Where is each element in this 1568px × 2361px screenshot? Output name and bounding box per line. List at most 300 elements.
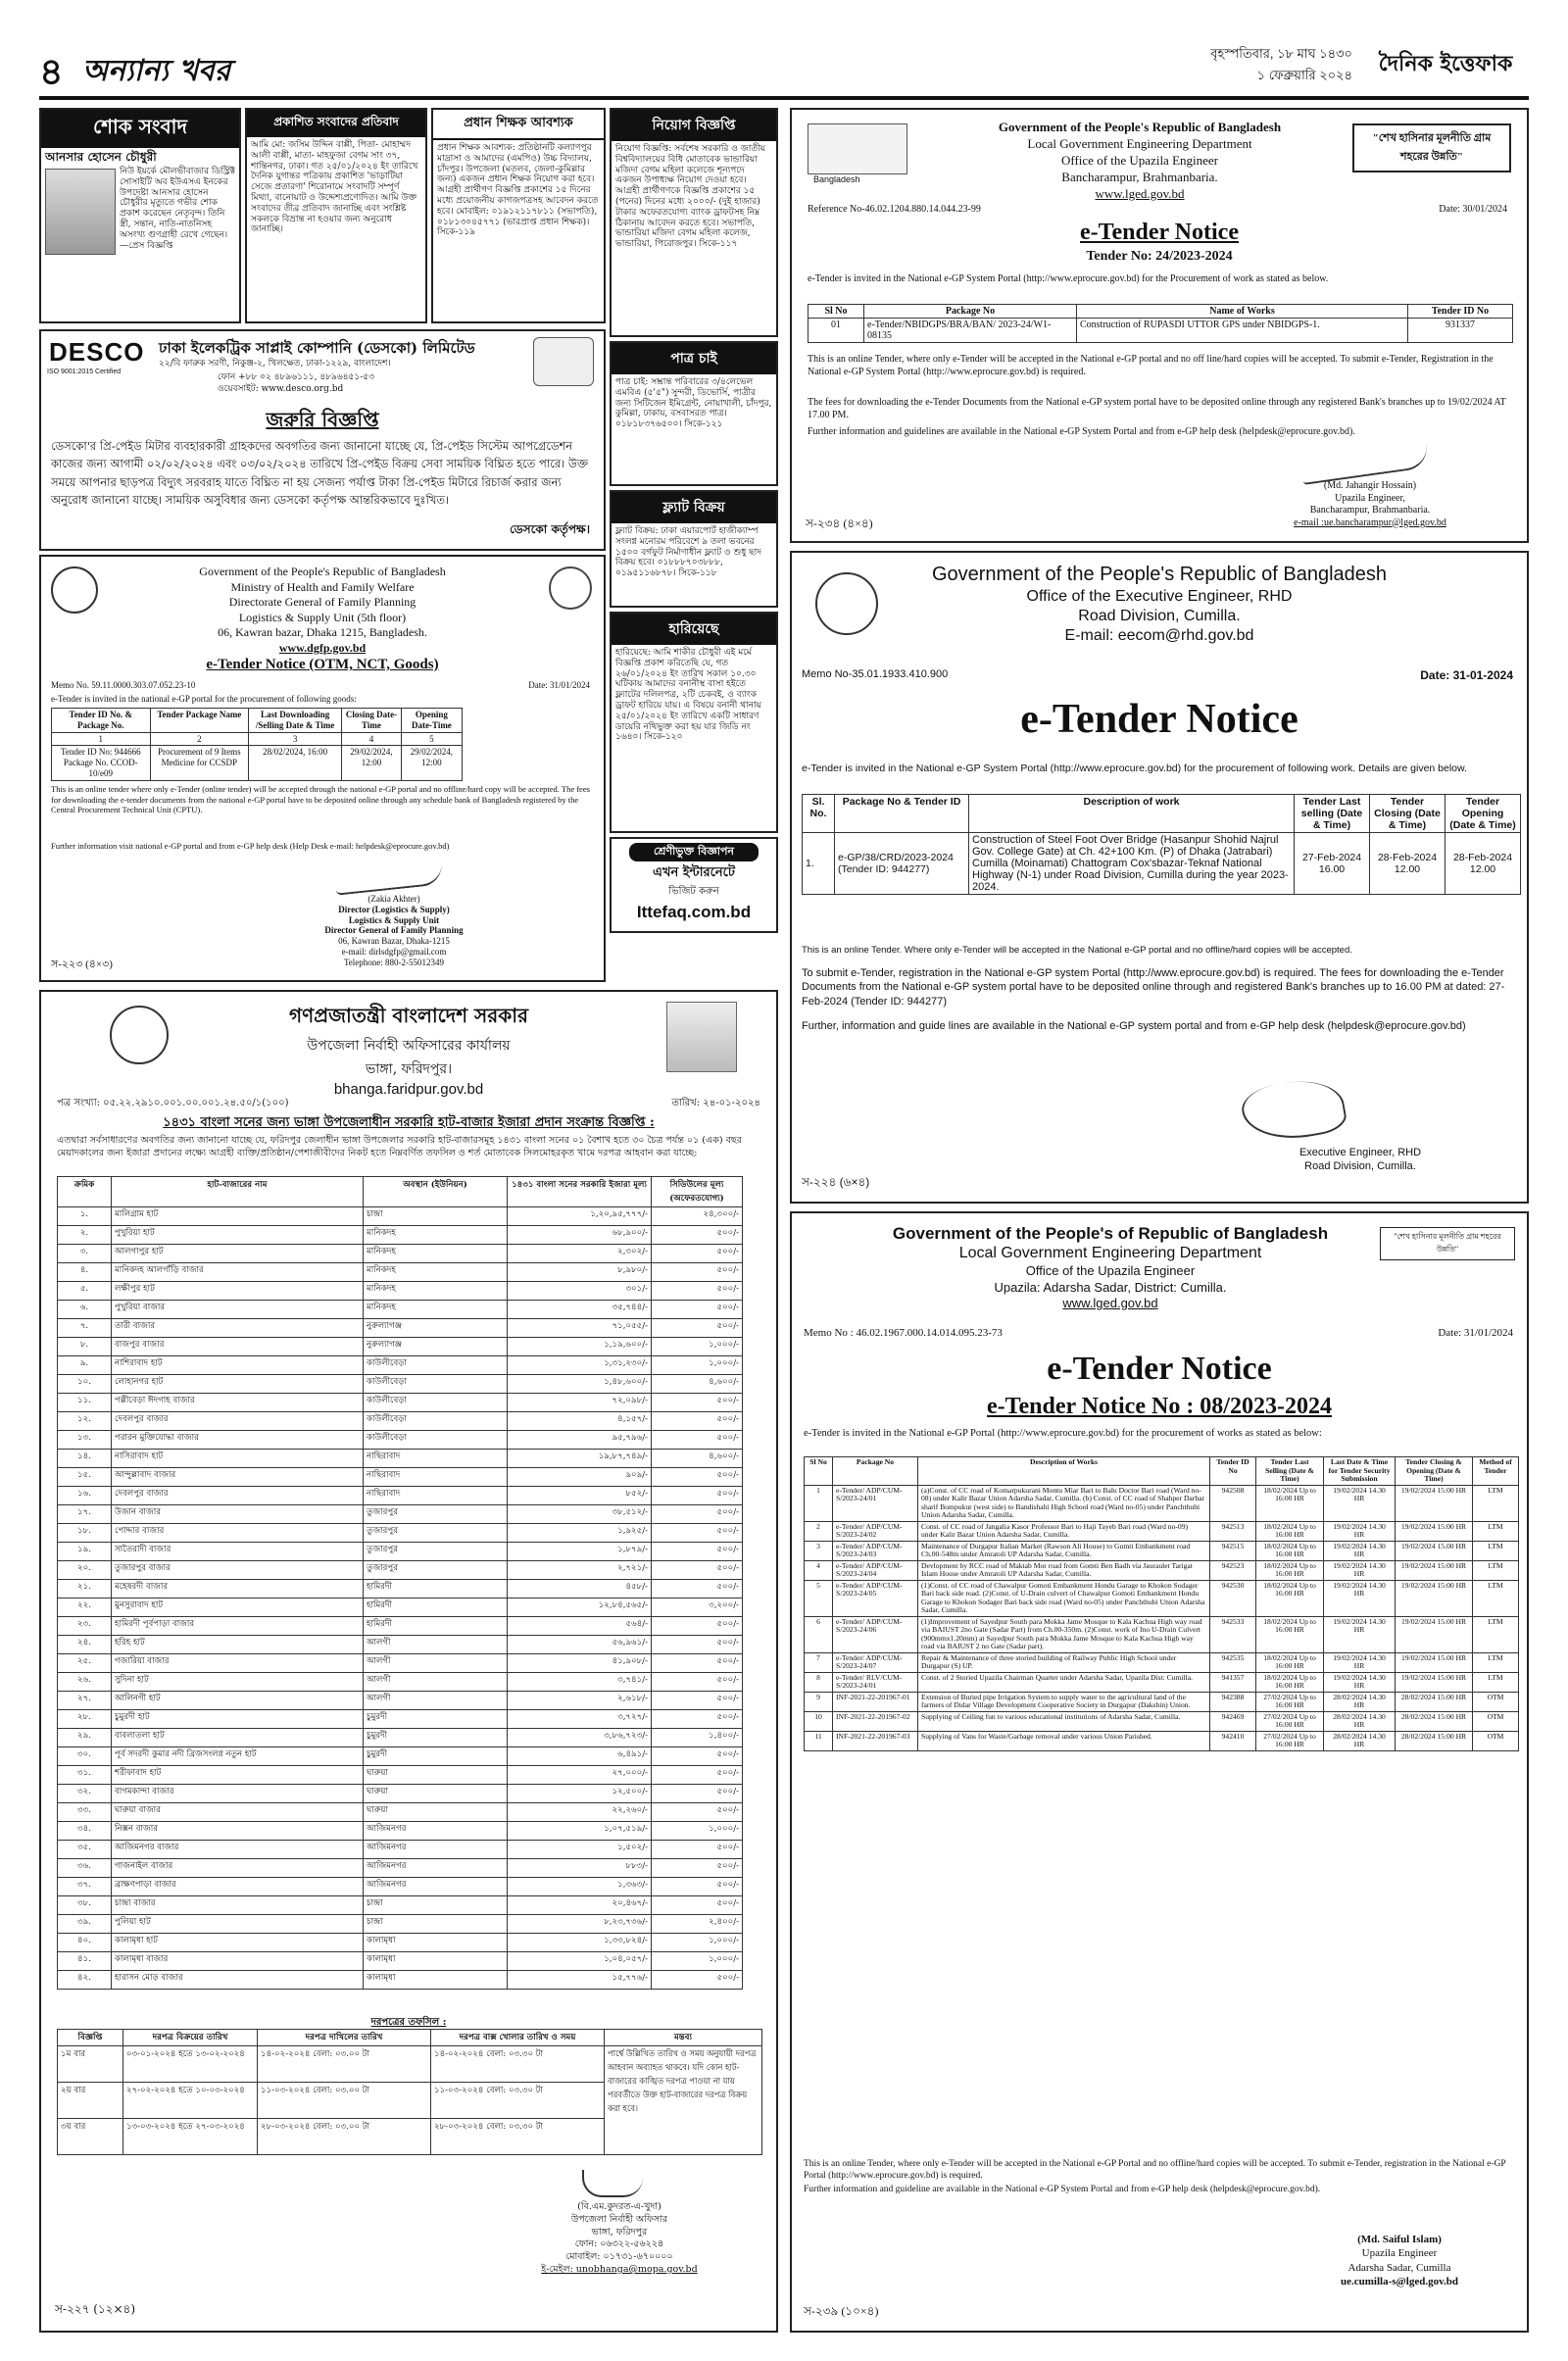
- table-cell: e-Tender/ ADP/CUM-S/2023-24/06: [833, 1616, 918, 1652]
- table-cell: (1)Const. of CC road of Chawalpur Gomoti Embankment Hondu Garage to Khokon Sodager Bari back side road. (2)Const. of U-Drain culvert of Chawalpur Gomoti Embankment Hondu Garage to Khokon Sodager Bari back side road (Ward no-05) under Panchthubi Union Adarsha Sadar, Cumilla.: [918, 1580, 1210, 1616]
- table-cell: ৫০০/-: [652, 1710, 743, 1729]
- dgfp-num: 2: [150, 732, 249, 746]
- table-cell: ৫০০/-: [652, 1431, 743, 1450]
- table-cell: 18/02/2024 Up to 16:00 HR: [1256, 1485, 1324, 1521]
- table-cell: ৩৬.: [58, 1859, 112, 1878]
- table-cell: হামিরদী: [364, 1580, 508, 1599]
- table-cell: 19/02/2024 15:00 HR: [1396, 1521, 1473, 1541]
- table-cell: 19/02/2024 14.30 HR: [1324, 1521, 1396, 1541]
- table-cell: 941357: [1210, 1672, 1256, 1692]
- table-cell: ৫০০/-: [652, 1692, 743, 1710]
- table-cell: ৮,২৩,৭৩৬/-: [508, 1915, 652, 1934]
- table-cell: 28/02/2024 14.30 HR: [1324, 1731, 1396, 1750]
- bhanga-schedule-table: [57, 2029, 762, 2155]
- table-cell: INF-2021-22-201967-03: [833, 1731, 918, 1750]
- table-cell: 19/02/2024 15.00 HR: [1396, 1652, 1473, 1672]
- table-cell: ১৪-০২-২০২৪ বেলা: ০৩.৩০ টা: [431, 2046, 605, 2083]
- table-cell: 942515: [1210, 1541, 1256, 1560]
- desco-sign: ডেসকো কর্তৃপক্ষ।: [509, 522, 590, 536]
- adarsha-date: Date: 31/01/2024: [1438, 1327, 1513, 1339]
- table-cell: আজিমনগর: [364, 1841, 508, 1859]
- table-cell: হামিরদী: [364, 1599, 508, 1617]
- bancharampur-signature-scribble: [1300, 444, 1430, 485]
- bancharampur-sign-name: (Md. Jahangir Hossain): [1323, 480, 1417, 491]
- table-cell: ১৪.: [58, 1450, 112, 1468]
- table-cell: আজিমনগর বাজার: [112, 1841, 364, 1859]
- table-cell: মানিকদহ: [364, 1226, 508, 1245]
- bhanga-office: উপজেলা নির্বাহী অফিসারের কার্যালয়: [307, 1038, 511, 1054]
- desco-company: ঢাকা ইলেকট্রিক সাপ্লাই কোম্পানি (ডেসকো) লিমিটেড: [159, 339, 475, 357]
- table-cell: ঘারুয়া: [364, 1785, 508, 1803]
- dgfp-th: Last Downloading /Selling Date & Time: [249, 709, 342, 733]
- table-cell: বাবলাতলা হাট: [112, 1729, 364, 1747]
- adarsha-subtitle: e-Tender Notice No : 08/2023-2024: [987, 1394, 1332, 1419]
- dgfp-ad-code: স-২২৩ (৪×৩): [51, 959, 113, 970]
- bhanga-th: অবস্থান (ইউনিয়ন): [364, 1177, 508, 1207]
- table-cell: ৩২.: [58, 1785, 112, 1803]
- table-cell: LTM: [1473, 1521, 1519, 1541]
- table-cell: e-Tender/ RLV/CUM-S/2023-24/01: [833, 1672, 918, 1692]
- table-cell: Supplying of Vans for Waste/Garbage removal under various Union Parished.: [918, 1731, 1210, 1750]
- table-row: [58, 1394, 743, 1412]
- table-cell: ৫০০/-: [652, 1654, 743, 1673]
- dgfp-memo: Memo No. 59.11.0000.303.07.052.23-10: [51, 680, 196, 690]
- table-cell: গজারিয়া বাজার: [112, 1654, 364, 1673]
- table-cell: LTM: [1473, 1541, 1519, 1560]
- bhanga-lease-notice: [39, 990, 778, 2333]
- table-cell: ১,৩৬৩/-: [508, 1878, 652, 1896]
- table-cell: e-Tender/ ADP/CUM-S/2023-24/05: [833, 1580, 918, 1616]
- table-cell: 19/02/2024 14.30 HR: [1324, 1580, 1396, 1616]
- adarsha-intro: e-Tender is invited in the National e-GP Portal (http://www.eprocure.gov.bd) for the procurement of works as stated as below:: [804, 1428, 1322, 1439]
- table-cell: কালামৃধা: [364, 1952, 508, 1971]
- table-cell: 942508: [1210, 1485, 1256, 1521]
- table-cell: 27/02/2024 Up to 16:00 HR: [1256, 1692, 1324, 1711]
- table-cell: ১১-০৩-২০২৪ বেলা: ০৩.৩০ টা: [431, 2083, 605, 2119]
- table-cell: ১১-০৩-২০২৪ বেলা: ০৩.০০ টা: [258, 2083, 431, 2119]
- table-cell: 19/02/2024 15:00 HR: [1396, 1580, 1473, 1616]
- lged-adarsha-notice: [790, 1211, 1529, 2333]
- table-cell: মুনসুরাবাদ হাট: [112, 1599, 364, 1617]
- table-cell: ৩৪.: [58, 1822, 112, 1841]
- rhd-gov: Government of the People's Republic of Bangladesh: [931, 564, 1388, 585]
- bancharampur-sign-place: Bancharampur, Brahmanbaria.: [1309, 505, 1431, 516]
- table-row: [58, 1412, 743, 1431]
- table-cell: মানিকদহ: [364, 1245, 508, 1263]
- table-cell: তুজারপুর বাজার: [112, 1561, 364, 1580]
- table-cell: ৯.: [58, 1356, 112, 1375]
- table-row: [58, 1245, 743, 1263]
- table-header: Name of Works: [1077, 305, 1408, 319]
- table-cell: 27/02/2024 Up to 16:00 HR: [1256, 1711, 1324, 1731]
- table-cell: OTM: [1473, 1692, 1519, 1711]
- table-cell: 28/02/2024 15:00 HR: [1396, 1692, 1473, 1711]
- adarsha-th: Tender Last Selling (Date & Time): [1256, 1457, 1324, 1486]
- table-cell: 19/02/2024 15.00 HR: [1396, 1616, 1473, 1652]
- table-cell: ২২,২৬০/-: [508, 1803, 652, 1822]
- table-row: [58, 1747, 743, 1766]
- table-cell: ৫০০/-: [652, 1505, 743, 1524]
- table-header: Tender Last selling (Date & Time): [1295, 795, 1370, 833]
- header-date-en: ১ ফেব্রুয়ারি ২০২৪: [1256, 68, 1352, 82]
- table-row: [805, 1672, 1519, 1692]
- table-cell: Const. of 2 Storied Upazila Chairman Quarter under Adarsha Sadar, Upazila Dist: Cumilla.: [918, 1672, 1210, 1692]
- table-cell: ২,৭২১/-: [508, 1561, 652, 1580]
- dgfp-directorate: Directorate General of Family Planning: [228, 595, 416, 610]
- table-cell: ৯৫,৭৯৬/-: [508, 1431, 652, 1450]
- table-cell: আলগাপুর হাট: [112, 1245, 364, 1263]
- bhanga-th: সিডিউলের মূল্য (অফেরতযোগ্য): [652, 1177, 743, 1207]
- dgfp-address: 06, Kawran bazar, Dhaka 1215, Bangladesh.: [218, 625, 427, 640]
- header-date-bn: বৃহস্পতিবার, ১৮ মাঘ ১৪৩০: [1210, 46, 1352, 61]
- adarsha-office: Office of the Upazila Engineer: [1025, 1263, 1196, 1279]
- table-cell: ১,৯২৫/-: [508, 1524, 652, 1543]
- table-cell: Procurement of 9 Items Medicine for CCSDP: [150, 746, 249, 780]
- table-cell: OTM: [1473, 1731, 1519, 1750]
- table-cell: 18/02/2024 Up to 16:00 HR: [1256, 1616, 1324, 1652]
- adarsha-ad-code: স-২৩৯ (১০×৪): [804, 2304, 879, 2318]
- adarsha-slogan: "শেখ হাসিনার মূলনীতি গ্রাম শহরের উন্নতি": [1380, 1227, 1515, 1260]
- table-cell: 19/02/2024 14.30 HR: [1324, 1672, 1396, 1692]
- table-cell: (a)Const. of CC road of Komarpukurani Montu Miar Bari to Balu Doctor Bari road (Ward no-08) under Kalir Bazar Union Adarsha Sadar, Cumilla. (b) Const. of CC road of Shahper Darbar sharif Bompukur (west side) to Bandishahi High School road (Ward no-05) under Panchthubi Union Adarsha Sadar, Cumilla.: [918, 1485, 1210, 1521]
- table-cell: INF-2021-22-201967-01: [833, 1692, 918, 1711]
- table-cell: আলগী: [364, 1692, 508, 1710]
- table-cell: Construction of Steel Foot Over Bridge (Hasanpur Shohid Najrul Gov. College Gate) at Ch. 42+100 Km. (P) of Dhaka (Jatrabari) Cumilla (Moinamati) Chattogram Cox'sbazar-Teknaf National Highway (N-1) under Road Division, Cumilla during the year 2023-2024.: [969, 833, 1295, 895]
- table-row: [58, 1859, 743, 1878]
- promo-line1: শ্রেণীভুক্ত বিজ্ঞাপন: [629, 843, 759, 861]
- table-cell: ৪০.: [58, 1934, 112, 1952]
- adarsha-th: Package No: [833, 1457, 918, 1486]
- table-cell: ৪.: [58, 1263, 112, 1282]
- table-cell: ৫০০/-: [652, 1543, 743, 1561]
- table-cell: LTM: [1473, 1652, 1519, 1672]
- table-cell: ৩,৭৪১/-: [508, 1673, 652, 1692]
- sched-th: দরপত্র বিক্রয়ের তারিখ: [123, 2030, 258, 2046]
- rhd-division: Road Division, Cumilla.: [1078, 608, 1241, 624]
- table-cell: 28/02/2024 15:00 HR: [1396, 1711, 1473, 1731]
- table-cell: চুমুরদী হাট: [112, 1710, 364, 1729]
- table-cell: ৩য় বার: [58, 2119, 123, 2155]
- bride-ad: [610, 341, 778, 486]
- table-cell: দেবলপুর বাজার: [112, 1412, 364, 1431]
- adarsha-th: Tender ID No: [1210, 1457, 1256, 1486]
- table-row: [805, 1541, 1519, 1560]
- promo-url[interactable]: Ittefaq.com.bd: [636, 903, 752, 921]
- recruitment-text: নিয়োগ বিজ্ঞপ্তি: সর্বশেষ সরকারি ও জাতীয় বিশ্ববিদ্যালয়ের বিধি মোতাবেক ভান্ডারিয়া মজিদা বেগম মহিলা কলেজে শূন্যপদে একজন উপাধ্যক্ষ নিয়োগ দেওয়া হবে। আগ্রহী প্রার্থীগণকে বিজ্ঞপ্তি প্রকাশের ১৫ (পনের) দিনের মধ্যে ২০০০/- (দুই হাজার) টাকার অফেরতযোগ্য ব্যাংক ড্রাফটসহ নিম্ন ঠিকানায় আবেদন করতে হবে। সভাপতি, ভান্ডারিয়া মজিদা বেগম মহিলা কলেজ, ভান্ডারিয়া, পিরোজপুর। সিকে-১১৭: [615, 144, 765, 250]
- table-cell: ৫০০/-: [652, 1524, 743, 1543]
- table-cell: ৪৫৮/-: [508, 1580, 652, 1599]
- table-cell: ৫০০/-: [652, 1487, 743, 1505]
- dgfp-sign-title: Director (Logistics & Supply): [338, 904, 450, 914]
- table-cell: ১,০০০/-: [652, 1338, 743, 1356]
- table-header: Package No & Tender ID: [835, 795, 969, 833]
- table-cell: চুমুরদী: [364, 1747, 508, 1766]
- table-cell: ২৪.: [58, 1636, 112, 1654]
- sched-th: দরপত্র বাক্স খোলার তারিখ ও সময়: [431, 2030, 605, 2046]
- table-cell: ১,০৪,০৫৭/-: [508, 1952, 652, 1971]
- dgfp-sign-addr: 06, Kawran Bazar, Dhaka-1215: [338, 936, 450, 947]
- table-cell: ২৮-০৩-২০২৪ বেলা: ০৩.০০ টা: [258, 2119, 431, 2155]
- table-cell: LTM: [1473, 1616, 1519, 1652]
- table-cell: নুরুল্যাগঞ্জ: [364, 1338, 508, 1356]
- table-cell: ১৬.: [58, 1487, 112, 1505]
- promo-line2: এখন ইন্টারনেটে: [653, 865, 735, 880]
- table-header: Tender ID No: [1408, 305, 1513, 319]
- table-cell: 931337: [1408, 319, 1513, 343]
- dgfp-web[interactable]: www.dgfp.gov.bd: [278, 640, 367, 655]
- table-row: [803, 833, 1521, 895]
- bhanga-web[interactable]: bhanga.faridpur.gov.bd: [333, 1081, 484, 1098]
- desco-phone: ফোন +৮৮ ০২ ৪৮৯৬১১১, ৪৮৯৬৪৫১-৫৩: [218, 372, 374, 382]
- bhanga-th: ক্রমিক: [58, 1177, 112, 1207]
- dgfp-num: 3: [249, 732, 342, 746]
- table-cell: চান্দ্রা: [364, 1915, 508, 1934]
- table-cell: ২৮.: [58, 1710, 112, 1729]
- table-cell: ৫০০/-: [652, 1561, 743, 1580]
- table-cell: 4: [805, 1560, 833, 1580]
- desco-emblem: [533, 337, 594, 386]
- table-cell: হরিহ হাট: [112, 1636, 364, 1654]
- bancharampur-sign-email: e-mail :ue.bancharampur@lged.gov.bd: [1294, 516, 1446, 528]
- table-cell: ১.: [58, 1207, 112, 1226]
- table-cell: ২৪,৩০০/-: [652, 1207, 743, 1226]
- table-cell: 19/02/2024 14.30 HR: [1324, 1616, 1396, 1652]
- desco-iso: ISO 9001:2015 Certified: [47, 369, 122, 375]
- table-cell: মানিকদহ আলগাঁড়ি বাজার: [112, 1263, 364, 1282]
- table-cell: ৩১.: [58, 1766, 112, 1785]
- table-cell: পল্লীবেড়া ঈদগাহ বাজার: [112, 1394, 364, 1412]
- table-cell: 19/02/2024 14.30 HR: [1324, 1541, 1396, 1560]
- table-cell: ১৩.: [58, 1431, 112, 1450]
- section-title: অন্যান্য খবর: [82, 54, 231, 88]
- table-cell: ৩০.: [58, 1747, 112, 1766]
- table-row: [58, 1375, 743, 1394]
- table-cell: হামিরদী: [364, 1617, 508, 1636]
- table-cell: ৩৫.: [58, 1841, 112, 1859]
- table-cell: ১ম বার: [58, 2046, 123, 2083]
- adarsha-th: Description of Works: [918, 1457, 1210, 1486]
- table-cell: ১২,৫০০/-: [508, 1785, 652, 1803]
- table-cell: 6: [805, 1616, 833, 1652]
- rhd-p3: Further, information and guide lines are available in the National e-GP system portal and from e-GP help desk (helpdesk@eprocure.gov.bd): [802, 1020, 1466, 1032]
- table-cell: ৩৩.: [58, 1803, 112, 1822]
- table-cell: চান্দ্রা: [364, 1207, 508, 1226]
- adarsha-th: Last Date & Time for Tender Security Submission: [1324, 1457, 1396, 1486]
- table-cell: ২৭.: [58, 1692, 112, 1710]
- table-cell: ৮,৯৮০/-: [508, 1263, 652, 1282]
- table-row: [58, 1524, 743, 1543]
- bancharampur-subtitle: Tender No: 24/2023-2024: [1086, 249, 1233, 264]
- table-cell: ঘারুয়া বাজার: [112, 1803, 364, 1822]
- table-cell: আলগী: [364, 1654, 508, 1673]
- table-row: [58, 1673, 743, 1692]
- bhanga-place: ভাঙ্গা, ফরিদপুর।: [365, 1061, 453, 1077]
- dgfp-th: Tender ID No. & Package No.: [52, 709, 151, 733]
- bancharampur-web[interactable]: www.lged.gov.bd: [1095, 185, 1185, 201]
- table-row: [58, 1431, 743, 1450]
- table-cell: 2: [805, 1521, 833, 1541]
- table-cell: ৫০০/-: [652, 1785, 743, 1803]
- table-row: [58, 1803, 743, 1822]
- table-row: [58, 1785, 743, 1803]
- table-cell: ৫০০/-: [652, 1859, 743, 1878]
- recruitment-title: নিয়োগ বিজ্ঞপ্তি: [612, 110, 776, 141]
- table-cell: ১,০০০/-: [652, 1952, 743, 1971]
- table-cell: ১,০৭,৫১৯/-: [508, 1822, 652, 1841]
- table-row: [805, 1616, 1519, 1652]
- table-cell: 19/02/2024 15:00 HR: [1396, 1485, 1473, 1521]
- rhd-title: e-Tender Notice: [1020, 697, 1298, 742]
- headteacher-text: প্রধান শিক্ষক আবশ্যক: প্রতিষ্ঠানটি কল্যাণপুর মাদ্রাসা ও আমাদের (এমপিও) উচ্চ বিদ্যালয়, চাঁদপুর। উপজেলা (মতলব, জেলা-কুমিল্লার জন্য) একজন প্রধান শিক্ষক নিয়োগ করা হবে। আগ্রহী প্রার্থীগণ বিজ্ঞপ্তি প্রকাশের ১৫ দিনের মধ্যে প্রয়োজনীয় কাগজপত্রসহ আবেদন করতে হবে। মোবাইল: ০১৯১২১১৭৮১১ (সভাপতি), ০১৮১৩০৪৫৭৭১ (ভারপ্রাপ্ত প্রধান শিক্ষক)। সিকে-১১৯: [437, 143, 599, 238]
- table-cell: ব্রাক্ষণপাড়া বাজার: [112, 1878, 364, 1896]
- table-cell: নাসিরাবাদ হাট: [112, 1450, 364, 1468]
- table-cell: ৫০০/-: [652, 1468, 743, 1487]
- table-row: [805, 1731, 1519, 1750]
- table-cell: লক্ষীপুর হাট: [112, 1282, 364, 1301]
- dgfp-num: 1: [52, 732, 151, 746]
- adarsha-web[interactable]: www.lged.gov.bd: [1062, 1295, 1158, 1310]
- bhanga-sign-title: উপজেলা নির্বাহী অফিসার: [570, 2213, 668, 2225]
- table-row: [58, 1654, 743, 1673]
- table-cell: 942469: [1210, 1711, 1256, 1731]
- table-row: [805, 1711, 1519, 1731]
- table-cell: 3: [805, 1541, 833, 1560]
- table-cell: 19/02/2024 15.00 HR: [1396, 1541, 1473, 1560]
- table-cell: ৩৮,৫১২/-: [508, 1505, 652, 1524]
- table-cell: ২য় বার: [58, 2083, 123, 2119]
- table-cell: কাউলীবেড়া: [364, 1431, 508, 1450]
- table-cell: হামিরদী পূর্বপাড়া বাজার: [112, 1617, 364, 1636]
- table-cell: ১,২০,৯৫,৭৭৭/-: [508, 1207, 652, 1226]
- table-cell: ৫০০/-: [652, 1971, 743, 1990]
- table-cell: ৫.: [58, 1282, 112, 1301]
- lost-text: হারিয়েছে: আমি শাকীর চৌধুরী এই মর্মে বিজ্ঞপ্তি প্রকাশ করিতেছি যে, গত ২৬/০১/২০২৪ ইং তারিখ সকাল ১০.৩০ ঘটিকায় আমাদের বনানীস্থ বাসা হইতে ফ্ল্যাটের দলিলপত্র, ২টি চেকবই, ও ব্যাংক ড্রাফট হারিয়ে যায়। এ বিষয়ে বনানী থানায় ২৫/০১/২০২৪ ইং তারিখে একটি সাধারণ ডায়েরি নথিভুক্ত করা হয় যার জিডি নং ১৬৪০। সিকে-১২০: [615, 648, 761, 743]
- table-cell: ২,৩০২/-: [508, 1245, 652, 1263]
- table-cell: শরীফাবাদ হাট: [112, 1766, 364, 1785]
- table-cell: নুরুল্যাগঞ্জ: [364, 1319, 508, 1338]
- table-row: [805, 1521, 1519, 1541]
- bancharampur-slogan: "শেখ হাসিনার মূলনীতি গ্রাম শহরের উন্নতি": [1352, 123, 1511, 172]
- adarsha-place: Upazila: Adarsha Sadar, District: Cumilla.: [994, 1279, 1227, 1295]
- obituary-text: নিউ ইয়র্কে মৌলভীবাজার ডিস্ট্রিক্ট সোসাইটি অব ইউএসএ ইনকের উপদেষ্টা আনসার হোসেন চৌধুরীর মৃত্যুতে গভীর শোক প্রকাশ করেছেন নেতৃবৃন্দ। তিনি স্ত্রী, সন্তান, নাতি-নাতনিসহ অসংখ্য গুণগ্রাহী রেখে গেছেন। —প্রেস বিজ্ঞপ্তি: [120, 167, 235, 251]
- lost-title: হারিয়েছে: [612, 614, 776, 645]
- table-row: [808, 319, 1513, 343]
- table-cell: 10: [805, 1711, 833, 1731]
- bancharampur-intro: e-Tender is invited in the National e-GP System Portal (http://www.eprocure.gov.bd) for the Procurement of work as stated as below.: [808, 273, 1329, 284]
- table-row: [58, 1971, 743, 1990]
- table-cell: ৫০০/-: [652, 1673, 743, 1692]
- bancharampur-ref: Reference No-46.02.1204.880.14.044.23-99: [808, 204, 981, 215]
- dgfp-num: 4: [342, 732, 402, 746]
- bride-text: পাত্র চাই: সম্ভ্রান্ত পরিবারের ৩/৪লেভেল এমবিএ (৫'৫") সুন্দরী, ডিভোর্সি, পাত্রীর জন্য সিটিজেন ইমিগ্রেন্ট, নোয়াখালী, চাঁদপুর, কুমিল্লা, ঢাকায়, বসবাসরত পাত্র। ০১৮১৮৩৭৬৫০০। সিকে-১২১: [615, 377, 772, 430]
- table-cell: ৩,৭২৭/-: [508, 1710, 652, 1729]
- table-cell: 28/02/2024, 16:00: [249, 746, 342, 780]
- recruitment-ad: [610, 108, 778, 337]
- adarsha-gov: Government of the People's of Republic of Bangladesh: [892, 1224, 1329, 1243]
- bancharampur-ad-code: স-২৩৪ (৪×৪): [806, 516, 873, 530]
- table-cell: উজান বাজার: [112, 1505, 364, 1524]
- table-cell: নিক্সন বাজার: [112, 1822, 364, 1841]
- table-cell: Devlopment by RCC road of Maktab Mor road from Gomti Ben Badh via Jauraulet Tarigat Islam House under Amratoli UP Adarsha Sadar, Cumilla.: [918, 1560, 1210, 1580]
- dgfp-signature-scribble: [334, 862, 444, 895]
- table-cell: ৯০৯/-: [508, 1468, 652, 1487]
- rhd-memo: Memo No-35.01.1933.410.900: [802, 668, 949, 680]
- table-row: [58, 1915, 743, 1934]
- table-cell: ৭.: [58, 1319, 112, 1338]
- dgfp-sign-email: e-mail: dirlsdgfp@gmail.com: [341, 946, 447, 957]
- table-cell: Repair & Maintenance of three storied building of Railway Public High School under Durgapur (S) UP.: [918, 1652, 1210, 1672]
- bancharampur-sign-title: Upazila Engineer,: [1335, 492, 1405, 504]
- adarsha-p1: This is an online Tender, where only e-Tender will be accepted in the National e-GP Portal and no offline/hard copies will be accepted. To submit e-Tender, registration in the National e-GP Portal (http://www.eprocure.gov.bd) is required.: [804, 2159, 1506, 2182]
- table-cell: চান্দ্রা বাজার: [112, 1896, 364, 1915]
- table-cell: চুমুরদী: [364, 1729, 508, 1747]
- dgfp-th: Tender Package Name: [150, 709, 249, 733]
- table-cell: 7: [805, 1652, 833, 1672]
- table-cell: ২৮-০৩-২০২৪ বেলা: ০৩.৩০ টা: [431, 2119, 605, 2155]
- obituary-title: শোক সংবাদ: [41, 110, 239, 148]
- table-cell: মহেষরদী বাজার: [112, 1580, 364, 1599]
- adarsha-sign-email: ue.cumilla-s@lged.gov.bd: [1341, 2275, 1458, 2287]
- table-cell: Tender ID No: 944666 Package No. CCOD-10/e09: [52, 746, 151, 780]
- table-cell: ১,৮৭৯/-: [508, 1543, 652, 1561]
- table-cell: ২২.: [58, 1599, 112, 1617]
- table-cell: 942535: [1210, 1652, 1256, 1672]
- table-cell: 942533: [1210, 1616, 1256, 1652]
- table-header: Sl No: [808, 305, 864, 319]
- table-cell: ২,৪০০/-: [652, 1915, 743, 1934]
- dgfp-sign-dir: Director General of Family Planning: [324, 925, 464, 936]
- table-cell: ১০.: [58, 1375, 112, 1394]
- table-cell: ৫০০/-: [652, 1636, 743, 1654]
- table-cell: 28-Feb-2024 12.00: [1446, 833, 1521, 895]
- rhd-email[interactable]: E-mail: eecom@rhd.gov.bd: [1064, 627, 1254, 644]
- table-cell: ৮.: [58, 1338, 112, 1356]
- table-cell: 18/02/2024 Up to 16:00 HR: [1256, 1580, 1324, 1616]
- table-cell: 27-Feb-2024 16.00: [1295, 833, 1370, 895]
- table-cell: ৫০০/-: [652, 1282, 743, 1301]
- table-cell: ১৯,৮৭,৭৪৯/-: [508, 1450, 652, 1468]
- table-row: [58, 1636, 743, 1654]
- table-cell: 19/02/2024 14.30 HR: [1324, 1652, 1396, 1672]
- bancharampur-office: Office of the Upazila Engineer: [1060, 152, 1219, 168]
- table-cell: ২১.: [58, 1580, 112, 1599]
- bhanga-th: ১৪৩১ বাংলা সনের সরকারি ইজারা মূল্য: [508, 1177, 652, 1207]
- table-cell: সাতৈরাদী বাজার: [112, 1543, 364, 1561]
- table-header: Package No: [864, 305, 1077, 319]
- table-header: Description of work: [969, 795, 1295, 833]
- table-cell: e-GP/38/CRD/2023-2024 (Tender ID: 944277): [835, 833, 969, 895]
- adarsha-sign-title: Upazila Engineer: [1361, 2247, 1438, 2260]
- table-cell: ২,৬১৮/-: [508, 1692, 652, 1710]
- table-cell: ৫০০/-: [652, 1412, 743, 1431]
- table-cell: 19/02/2024 15:00 HR: [1396, 1560, 1473, 1580]
- table-cell: পোদ্দার বাজার: [112, 1524, 364, 1543]
- table-cell: ৫০০/-: [652, 1766, 743, 1785]
- table-cell: ১১.: [58, 1394, 112, 1412]
- bhanga-memo: পত্র সংখ্যা: ০৫.২২.২৯১০.০০১.০০.০০১.২৪.৫০/১(১০০): [57, 1098, 289, 1108]
- dgfp-sign-tel: Telephone: 880-2-55012349: [343, 957, 445, 967]
- rhd-sign-title: Executive Engineer, RHD: [1298, 1147, 1422, 1158]
- table-cell: আলগী: [364, 1673, 508, 1692]
- table-cell: ২৭-০২-২০২৪ হতে ১০-০৩-২০২৪: [123, 2083, 258, 2119]
- sched-th: মন্তব্য: [605, 2030, 762, 2046]
- table-cell: LTM: [1473, 1485, 1519, 1521]
- bhanga-ad-code: স-২২৭ (১২×৪): [55, 2302, 135, 2316]
- flat-sale-text: ফ্ল্যাট বিক্রয়: ঢাকা এয়ারপোর্ট হাজীক্যাম্প সংলগ্ন মনোরম পরিবেশে ৯ তলা ভবনের ১৫০০ বর্গফুট নির্মাণাধীন ফ্ল্যাট ও শুধু ছাদ বিক্রয় হবে। ০১৮৮৮৭০৩৮৮৮, ০১৯৫১১৬৮৭৮। সিকে-১১৮: [615, 526, 761, 579]
- table-row: [805, 1692, 1519, 1711]
- table-row: [58, 1543, 743, 1561]
- table-cell: ৫৬৪/-: [508, 1617, 652, 1636]
